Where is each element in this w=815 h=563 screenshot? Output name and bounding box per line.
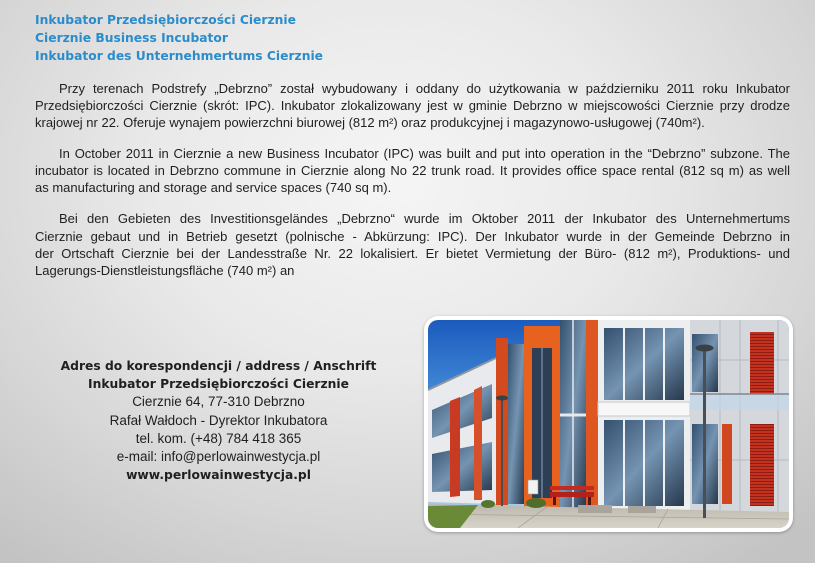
red-bench-seat (550, 492, 594, 497)
paragraph-line: Bei den Gebieten des Investitionsgeländes „Debrzno“ wurde im Oktober 2011 der Inkubator des Unternehmertums (59, 211, 790, 227)
orange-panel (586, 320, 598, 510)
title-polish: Inkubator Przedsiębiorczości Cierznie (35, 13, 296, 27)
bench-leg (553, 497, 556, 505)
contact-email[interactable]: e-mail: info@perlowainwestycja.pl (116, 449, 321, 465)
building-photo-frame (424, 316, 793, 532)
contact-address: Cierznie 64, 77-310 Debrzno (132, 394, 305, 410)
contact-organization: Inkubator Przedsiębiorczości Cierznie (88, 377, 349, 392)
concrete-bench (578, 505, 612, 513)
paragraph-german (35, 210, 790, 279)
paragraph-english (35, 145, 790, 197)
title-german: Inkubator des Unternehmertums Cierznie (35, 49, 324, 63)
paragraph-polish (35, 80, 790, 132)
paragraph-line: Przedsiębiorczości Cierznie (skrót: IPC). Inkubator zlokalizowany jest w gminie Debrzno w miejscowości Cierznie przy drodze (35, 97, 790, 113)
contact-phone: tel. kom. (+48) 784 418 365 (135, 430, 302, 446)
paragraph-line: In October 2011 in Cierznie a new Business Incubator (IPC) was built and put into operation in the “Debrzno” subzone. The (59, 145, 790, 161)
title-block (35, 11, 323, 65)
building-photo (428, 320, 789, 528)
red-shutter (750, 424, 774, 506)
building-photo-image (428, 320, 789, 528)
lamp-head (696, 345, 714, 352)
red-shutter (750, 332, 774, 394)
contact-website[interactable]: www.perlowainwestycja.pl (126, 468, 311, 483)
red-bench-back (550, 486, 594, 490)
sign (528, 480, 538, 494)
body-text (35, 80, 790, 293)
concrete-bench (628, 506, 656, 513)
bench-leg (588, 497, 591, 505)
lamp-post (501, 398, 503, 506)
contact-director: Rafał Wałdoch - Dyrektor Inkubatora (109, 412, 328, 428)
paragraph-line: Lagerungs-Dienstleistungsfläche (740 m²) an (35, 263, 295, 279)
contact-heading: Adres do korespondencji / address / Anschrift (60, 359, 377, 373)
red-panel (474, 386, 482, 500)
floor-slab (598, 402, 690, 416)
title-english: Cierznie Business Incubator (35, 31, 228, 45)
tall-window (508, 344, 524, 504)
contact-block (30, 357, 407, 484)
red-panel (450, 397, 460, 497)
lamp-post (703, 348, 706, 518)
paragraph-line: as manufacturing and storage and service spaces (740 sq m). (35, 180, 392, 196)
lamp-head (496, 396, 508, 401)
paragraph-line: Przy terenach Podstrefy „Debrzno” został wybudowany i oddany do użytkowania w październiku 2011 roku Inkubator (59, 80, 790, 96)
paragraph-line: incubator is located in Debrzno commune in Cierznie along No 22 trunk road. It provides office space rental (812 sq m) as well (35, 163, 790, 179)
paragraph-line: der Ortschaft Cierznie bei der Landesstraße Nr. 22 lokalisiert. Er bietet Vermietung der Büro- (812 m²), Produktions- und (35, 245, 790, 261)
paragraph-line: Cierznie gebaut und in Betrieb gesetzt (polnische - Abkürzung: IPC). Der Inkubator wurde in der Gemeinde Debrzno in (35, 228, 790, 244)
paragraph-line: krajowej nr 22. Oferuje wynajem powierzchni biurowej (812 m²) oraz produkcyjnej i magazynowo-usługowej (740m²). (35, 115, 705, 131)
shrub (481, 500, 495, 508)
shrub (526, 498, 546, 508)
red-panel (722, 424, 732, 504)
